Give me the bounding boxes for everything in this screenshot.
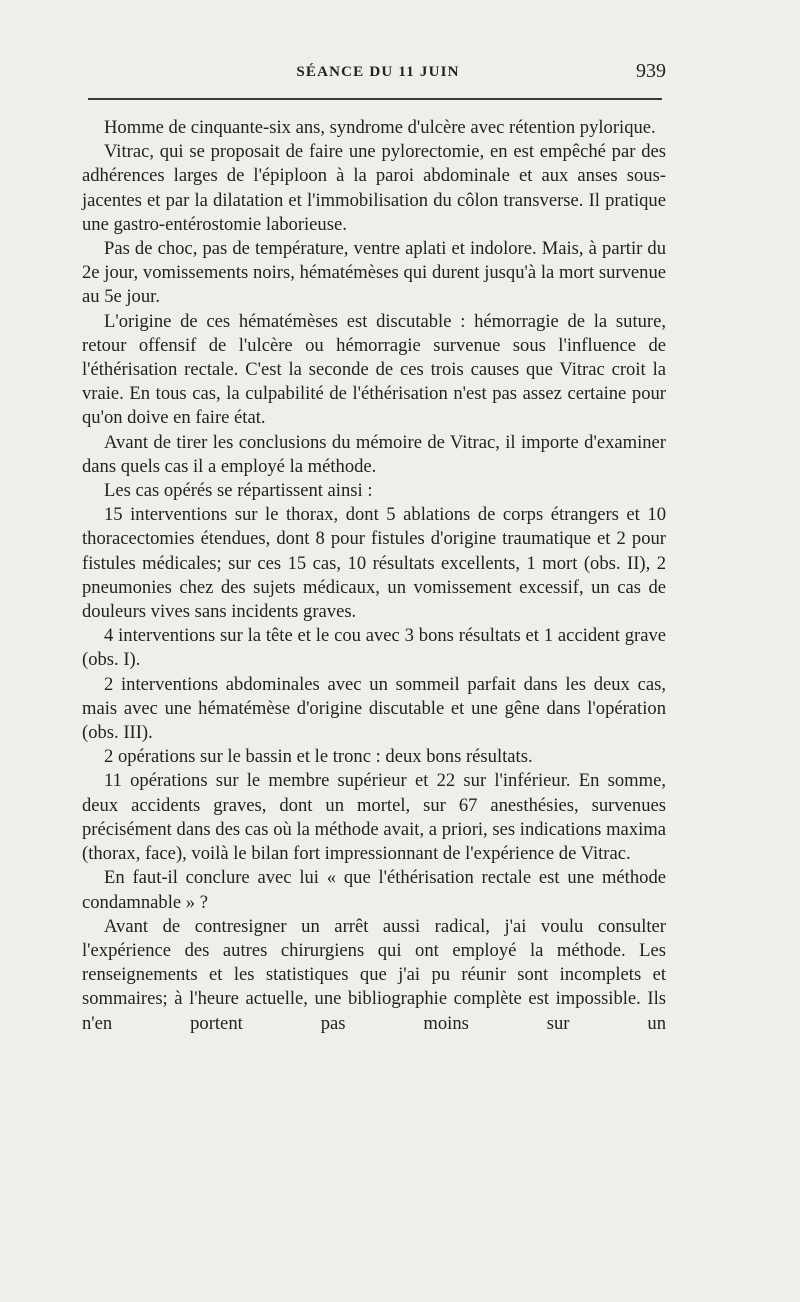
paragraph: Avant de tirer les conclusions du mémoire de Vitrac, il importe d'examiner dans quels cas il a employé la méthode. — [82, 431, 666, 477]
header-rule — [88, 98, 662, 100]
paragraph: 4 interventions sur la tête et le cou avec 3 bons résultats et 1 accident grave (obs. I). — [82, 625, 666, 671]
paragraph: Les cas opérés se répartissent ainsi : — [104, 480, 373, 502]
page-header — [88, 58, 668, 88]
paragraph: Pas de choc, pas de température, ventre aplati et indolore. Mais, à partir du 2e jour, vomissements noirs, hématémèses qui durent jusqu'à la mort survenue au 5e jour. — [82, 238, 666, 308]
running-title: SÉANCE DU 11 JUIN — [296, 64, 460, 80]
page-number: 939 — [636, 60, 666, 82]
paragraph: 11 opérations sur le membre supérieur et 22 sur l'inférieur. En somme, deux accidents graves, dont un mortel, sur 67 anesthésies, survenues précisément dans des cas où la méthode avait, a priori, ses indications maxima (thorax, face), voilà le bilan fort impressionnant de l'expérience de Vitrac. — [82, 770, 666, 865]
paragraph: 2 interventions abdominales avec un sommeil parfait dans les deux cas, mais avec une hématémèse d'origine discutable et une gêne dans l'opération (obs. III). — [82, 673, 666, 744]
paragraph: En faut-il conclure avec lui « que l'éthérisation rectale est une méthode condamnable » ? — [82, 867, 666, 913]
paragraph: Vitrac, qui se proposait de faire une pylorectomie, en est empêché par des adhérences larges de l'épiploon à la paroi abdominale et aux anses sous-jacentes et par la dilatation et l'immobilisation du côlon transverse. Il pratique une gastro-entérostomie laborieuse. — [82, 141, 666, 235]
paragraph: 2 opérations sur le bassin et le tronc : deux bons résultats. — [104, 746, 533, 768]
paragraph: 15 interventions sur le thorax, dont 5 ablations de corps étrangers et 10 thoracectomies étendues, dont 8 pour fistules d'origine traumatique et 2 pour fistules médicales; sur ces 15 cas, 10 résultats excellents, 1 mort (obs. II), 2 pneumonies chez des sujets médicaux, un vomissement excessif, un cas de douleurs vives sans incidents graves. — [82, 504, 666, 623]
paragraph: Homme de cinquante-six ans, syndrome d'ulcère avec rétention pylorique. — [104, 117, 656, 138]
body-text — [82, 116, 666, 1036]
paragraph: Avant de contresigner un arrêt aussi radical, j'ai voulu consulter l'expérience des autres chirurgiens qui ont employé la méthode. Les renseignements et les statistiques que j'ai pu réunir sont incomplets et sommaires; à l'heure actuelle, une bibliographie complète est impossible. Ils n'en portent pas moins sur un — [82, 915, 666, 1034]
paragraph: L'origine de ces hématémèses est discutable : hémorragie de la suture, retour offensif de l'ulcère ou hémorragie survenue sous l'influence de l'éthérisation rectale. C'est la seconde de ces trois causes que Vitrac croit la vraie. En tous cas, la culpabilité de l'éthérisation n'est pas assez certaine pour qu'on doive en faire état. — [82, 310, 666, 429]
